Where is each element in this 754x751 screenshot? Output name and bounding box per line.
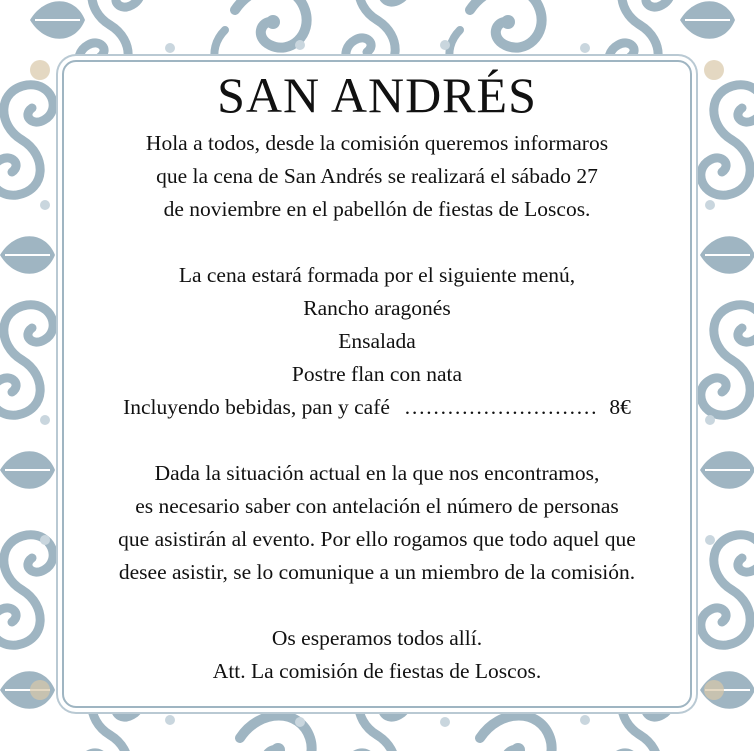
notice-line: Dada la situación actual en la que nos encontramos,	[154, 461, 600, 485]
menu-item: Postre flan con nata	[291, 362, 463, 386]
spacer	[62, 424, 692, 457]
price-value: 8€	[609, 395, 631, 419]
menu-item: Rancho aragonés	[303, 296, 451, 320]
intro-line: que la cena de San Andrés se realizará el sábado 27	[156, 164, 598, 188]
signature-line: Att. La comisión de fiestas de Loscos.	[212, 659, 542, 683]
spacer	[62, 226, 692, 259]
page-title: SAN ANDRÉS	[217, 67, 537, 123]
notice-line: desee asistir, se lo comunique a un miembro de la comisión.	[118, 560, 636, 584]
intro-line: Hola a todos, desde la comisión queremos informaros	[145, 131, 609, 155]
menu-item: Ensalada	[338, 329, 416, 353]
notice-line: que asistirán al evento. Por ello rogamos que todo aquel que	[118, 527, 636, 551]
notice-line: es necesario saber con antelación el número de personas	[135, 494, 619, 518]
spacer	[62, 589, 692, 622]
announcement-content	[62, 60, 692, 688]
intro-line: de noviembre en el pabellón de fiestas de Loscos.	[163, 197, 591, 221]
includes-text: Incluyendo bebidas, pan y café	[123, 395, 390, 419]
menu-intro: La cena estará formada por el siguiente menú,	[178, 263, 576, 287]
price-dots: ………………………	[403, 395, 598, 419]
price-line	[62, 391, 692, 424]
closing-line: Os esperamos todos allí.	[271, 626, 483, 650]
